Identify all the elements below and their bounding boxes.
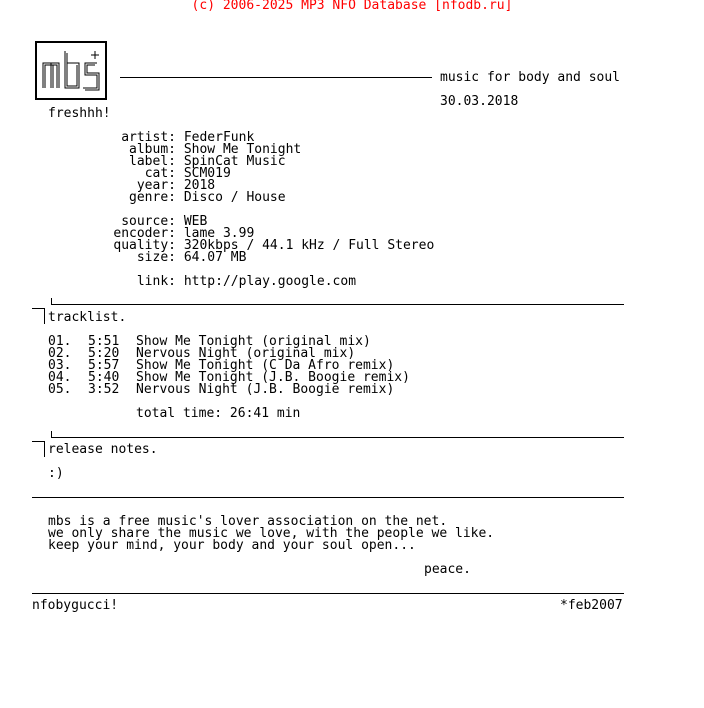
- info-value: FederFunk: [183, 130, 255, 145]
- info-value: SpinCat Music: [183, 154, 286, 169]
- tech-label: size:: [136, 250, 176, 265]
- section-bracket: [32, 441, 44, 442]
- tagline: music for body and soul: [440, 70, 621, 85]
- about-line: keep your mind, your body and your soul open...: [48, 538, 416, 553]
- track-number: 03.: [48, 358, 72, 373]
- about-line: we only share the music we love, with the people we like.: [48, 526, 495, 541]
- tracklist-heading: tracklist.: [48, 310, 127, 325]
- greeting: freshhh!: [48, 106, 111, 121]
- track-time: 5:40: [88, 370, 120, 385]
- mbs-logo-graphic: [37, 43, 105, 98]
- tech-value: 64.07 MB: [183, 250, 247, 265]
- track-number: 01.: [48, 334, 72, 349]
- signoff: peace.: [424, 562, 471, 577]
- track-number: 05.: [48, 382, 72, 397]
- info-label: artist:: [121, 130, 176, 145]
- header-rule: [120, 77, 432, 78]
- info-label: genre:: [129, 190, 176, 205]
- track-title: Nervous Night (J.B. Boogie remix): [136, 382, 395, 397]
- tech-value: WEB: [183, 214, 208, 229]
- info-label: year:: [136, 178, 176, 193]
- about-rule: [32, 497, 624, 498]
- link-label: link:: [136, 274, 176, 289]
- section-bracket: [44, 308, 45, 324]
- info-value: SCM019: [183, 166, 231, 181]
- section-bracket: [44, 441, 45, 457]
- link-row: [48, 276, 356, 288]
- footer-credit: nfobygucci!: [32, 598, 119, 613]
- link-value[interactable]: http://play.google.com: [183, 274, 357, 289]
- info-label: cat:: [144, 166, 176, 181]
- release-date: 30.03.2018: [440, 94, 519, 109]
- track-title: Show Me Tonight (original mix): [136, 334, 371, 349]
- track-time: 5:51: [88, 334, 120, 349]
- tech-value: lame 3.99: [183, 226, 255, 241]
- total-time: total time: 26:41 min: [136, 406, 301, 421]
- info-row-genre: [48, 192, 286, 204]
- track-number: 02.: [48, 346, 72, 361]
- track-title: Show Me Tonight (C Da Afro remix): [136, 358, 395, 373]
- tech-label: quality:: [113, 238, 176, 253]
- footer-rule: [32, 593, 624, 594]
- release-notes-rule: [51, 437, 624, 438]
- info-label: label:: [129, 154, 176, 169]
- track-title: Nervous Night (original mix): [136, 346, 356, 361]
- section-bracket: [32, 308, 44, 309]
- info-label: album:: [129, 142, 176, 157]
- track-row: [48, 384, 394, 396]
- tech-row-size: [48, 252, 246, 264]
- info-value: 2018: [183, 178, 216, 193]
- about-line: mbs is a free music's lover association on the net.: [48, 514, 448, 529]
- track-time: 5:57: [88, 358, 120, 373]
- tech-label: source:: [121, 214, 176, 229]
- track-number: 04.: [48, 370, 72, 385]
- track-title: Show Me Tonight (J.B. Boogie remix): [136, 370, 410, 385]
- nfodb-credit: (c) 2006-2025 MP3 NFO Database [nfodb.ru]: [191, 0, 513, 13]
- release-notes-body: :): [48, 466, 64, 481]
- tech-label: encoder:: [113, 226, 176, 241]
- mbs-logo: [35, 41, 107, 100]
- tracklist-rule: [51, 304, 624, 305]
- info-value: Show Me Tonight: [183, 142, 302, 157]
- release-notes-heading: release notes.: [48, 442, 158, 457]
- info-value: Disco / House: [183, 190, 286, 205]
- track-time: 5:20: [88, 346, 120, 361]
- tech-value: 320kbps / 44.1 kHz / Full Stereo: [183, 238, 435, 253]
- track-time: 3:52: [88, 382, 120, 397]
- footer-date: *feb2007: [560, 598, 623, 613]
